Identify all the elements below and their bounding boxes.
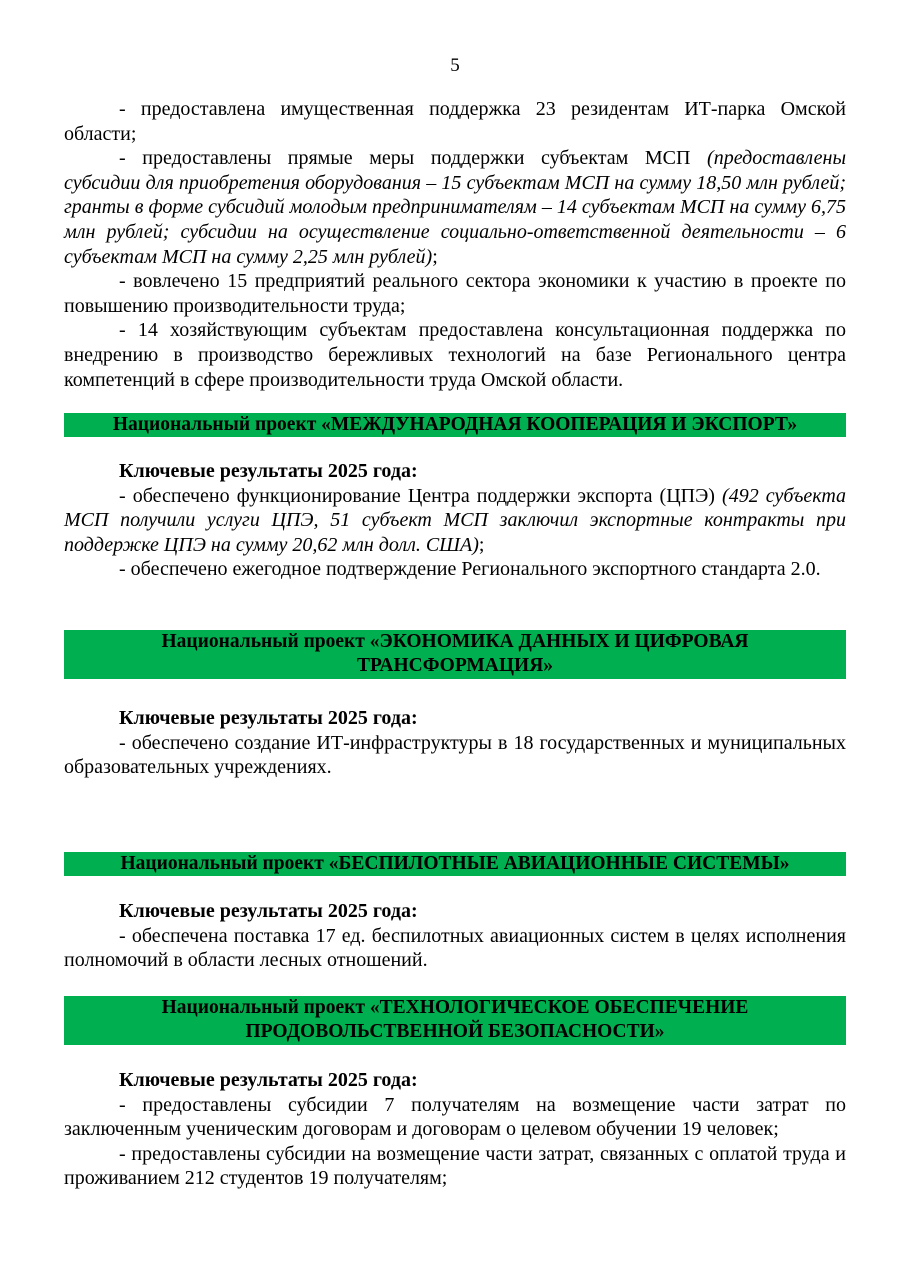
key-results-heading: Ключевые результаты 2025 года: xyxy=(119,900,418,922)
key-results-heading: Ключевые результаты 2025 года: xyxy=(119,460,418,482)
paragraph: - обеспечено ежегодное подтверждение Регионального экспортного стандарта 2.0. xyxy=(119,558,821,581)
msp-support-block xyxy=(64,97,846,392)
section-drones-results xyxy=(64,899,846,973)
section-banner-digital: Национальный проект «ЭКОНОМИКА ДАННЫХ И ЦИФРОВАЯ ТРАНСФОРМАЦИЯ» xyxy=(64,630,846,679)
key-results-heading: Ключевые результаты 2025 года: xyxy=(119,1069,418,1091)
paragraph: - обеспечено создание ИТ-инфраструктуры в 18 государственных и муниципальных образовательных учреждениях. xyxy=(64,731,846,779)
paragraph: - предоставлены субсидии на возмещение части затрат, связанных с оплатой труда и проживанием 212 студентов 19 получателям; xyxy=(64,1142,846,1190)
page-number: 5 xyxy=(450,55,460,76)
section-export-results xyxy=(64,459,846,582)
paragraph: - предоставлены субсидии 7 получателям на возмещение части затрат по заключенным ученическим договорам и договорам о целевом обучении 19 человек; xyxy=(64,1093,846,1141)
paragraph: - обеспечено функционирование Центра поддержки экспорта (ЦПЭ) (492 субъекта МСП получили услуги ЦПЭ, 51 субъект МСП заключил экспортные контракты при поддержке ЦПЭ на сумму 20,62 млн долл. США); xyxy=(64,484,847,556)
paragraph: - 14 хозяйствующим субъектам предоставлена консультационная поддержка по внедрению в производство бережливых технологий на базе Регионального центра компетенций в сфере производительности труда Омской области. xyxy=(64,319,846,391)
section-digital-results xyxy=(64,706,846,780)
key-results-heading: Ключевые результаты 2025 года: xyxy=(119,707,418,729)
section-banner-food-security: Национальный проект «ТЕХНОЛОГИЧЕСКОЕ ОБЕСПЕЧЕНИЕ ПРОДОВОЛЬСТВЕННОЙ БЕЗОПАСНОСТИ» xyxy=(64,996,846,1045)
paragraph: - предоставлена имущественная поддержка 23 резидентам ИТ-парка Омской области; xyxy=(64,98,846,145)
section-food-security-results xyxy=(64,1068,846,1191)
paragraph: - предоставлены прямые меры поддержки субъектам МСП (предоставлены субсидии для приобретения оборудования – 15 субъектам МСП на сумму 18,50 млн рублей; гранты в форме субсидий молодым предпринимателям – 14 субъектам МСП на сумму 6,75 млн рублей; субсидии на осуществление социально-ответственной деятельности – 6 субъектам МСП на сумму 2,25 млн рублей); xyxy=(64,147,846,268)
paragraph: - вовлечено 15 предприятий реального сектора экономики к участию в проекте по повышению производительности труда; xyxy=(64,270,846,317)
section-banner-export: Национальный проект «МЕЖДУНАРОДНАЯ КООПЕРАЦИЯ И ЭКСПОРТ» xyxy=(64,413,846,437)
section-banner-drones: Национальный проект «БЕСПИЛОТНЫЕ АВИАЦИОННЫЕ СИСТЕМЫ» xyxy=(64,852,846,876)
paragraph: - обеспечена поставка 17 ед. беспилотных авиационных систем в целях исполнения полномочий в области лесных отношений. xyxy=(64,924,846,972)
